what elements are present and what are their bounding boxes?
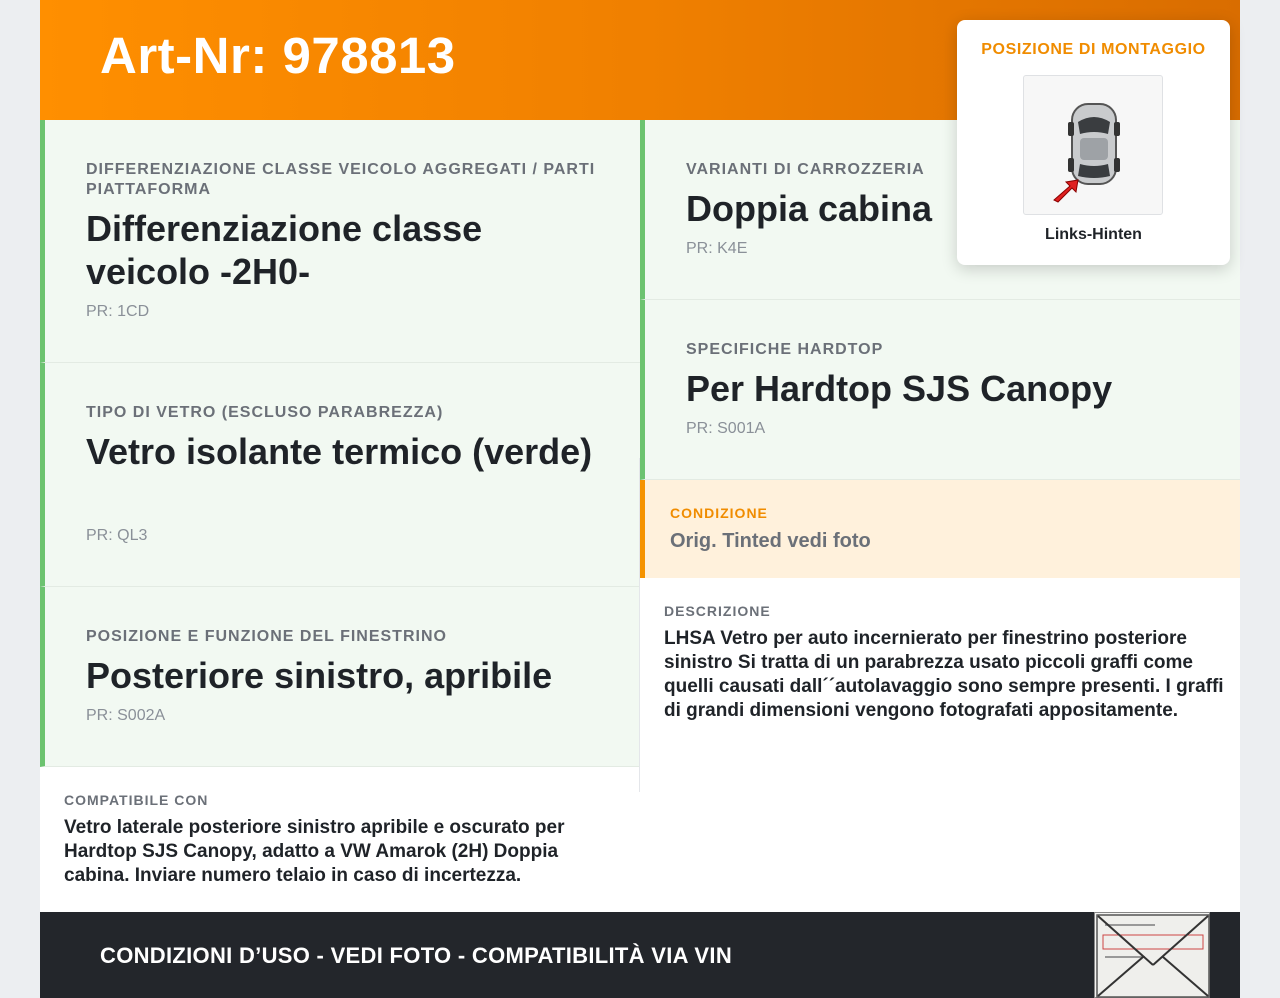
prop-hardtop [640, 300, 1240, 480]
prop-label: SPECIFICHE HARDTOP [686, 341, 884, 358]
prop-value: Differenziazione classe veicolo -2H0- [86, 208, 483, 292]
mounting-position-value: Links-Hinten [1045, 226, 1142, 243]
description-label: DESCRIZIONE [664, 603, 771, 619]
prop-glass-type [40, 363, 640, 587]
column-divider [639, 458, 640, 792]
condition-value: Orig. Tinted vedi foto [670, 530, 871, 552]
prop-vehicle-class [40, 120, 640, 363]
footer-text: CONDIZIONI D’USO - VEDI FOTO - COMPATIBILITÀ VIA VIN [100, 943, 733, 968]
mounting-position-card [957, 20, 1230, 265]
condition-label: CONDIZIONE [670, 505, 768, 521]
description-text: LHSA Vetro per auto incernierato per finestrino posteriore sinistro Si tratta di un parabrezza usato piccoli graffi come quelli causati dall´´autolavaggio sono sempre presenti. I graffi di grandi dimensioni vengono fotografati appositamente. [664, 628, 1224, 721]
document-stamp-icon [1094, 912, 1210, 998]
prop-pr-code: PR: 1CD [86, 303, 150, 320]
prop-pr-code: PR: S002A [86, 707, 166, 724]
prop-label: POSIZIONE E FUNZIONE DEL FINESTRINO [86, 628, 447, 645]
compatible-label: COMPATIBILE CON [64, 792, 209, 808]
footer-bar [40, 912, 1240, 998]
prop-value: Vetro isolante termico (verde) [86, 431, 593, 472]
prop-value: Posteriore sinistro, apribile [86, 655, 553, 696]
prop-value: Doppia cabina [686, 188, 933, 229]
description-section [664, 603, 1224, 723]
mounting-title: POSIZIONE DI MONTAGGIO [981, 41, 1206, 58]
prop-pr-code: PR: QL3 [86, 527, 148, 544]
prop-label: VARIANTI DI CARROZZERIA [686, 161, 925, 178]
prop-pr-code: PR: S001A [686, 420, 766, 437]
prop-label: TIPO DI VETRO (ESCLUSO PARABREZZA) [86, 404, 444, 421]
compatible-text: Vetro laterale posteriore sinistro apribile e oscurato per Hardtop SJS Canopy, adatto a VW Amarok (2H) Doppia cabina. Inviare numero telaio in caso di incertezza. [64, 817, 565, 886]
condition-box [640, 480, 1240, 578]
prop-pr-code: PR: K4E [686, 240, 748, 257]
article-number: Art-Nr: 978813 [100, 27, 456, 84]
prop-label: DIFFERENZIAZIONE CLASSE VEICOLO AGGREGATI / PARTI PIATTAFORMA [86, 161, 596, 198]
car-top-view-icon [1023, 75, 1163, 215]
compatible-section [64, 792, 624, 888]
prop-value: Per Hardtop SJS Canopy [686, 368, 1113, 409]
left-column [40, 120, 640, 886]
prop-window-position [40, 587, 640, 767]
